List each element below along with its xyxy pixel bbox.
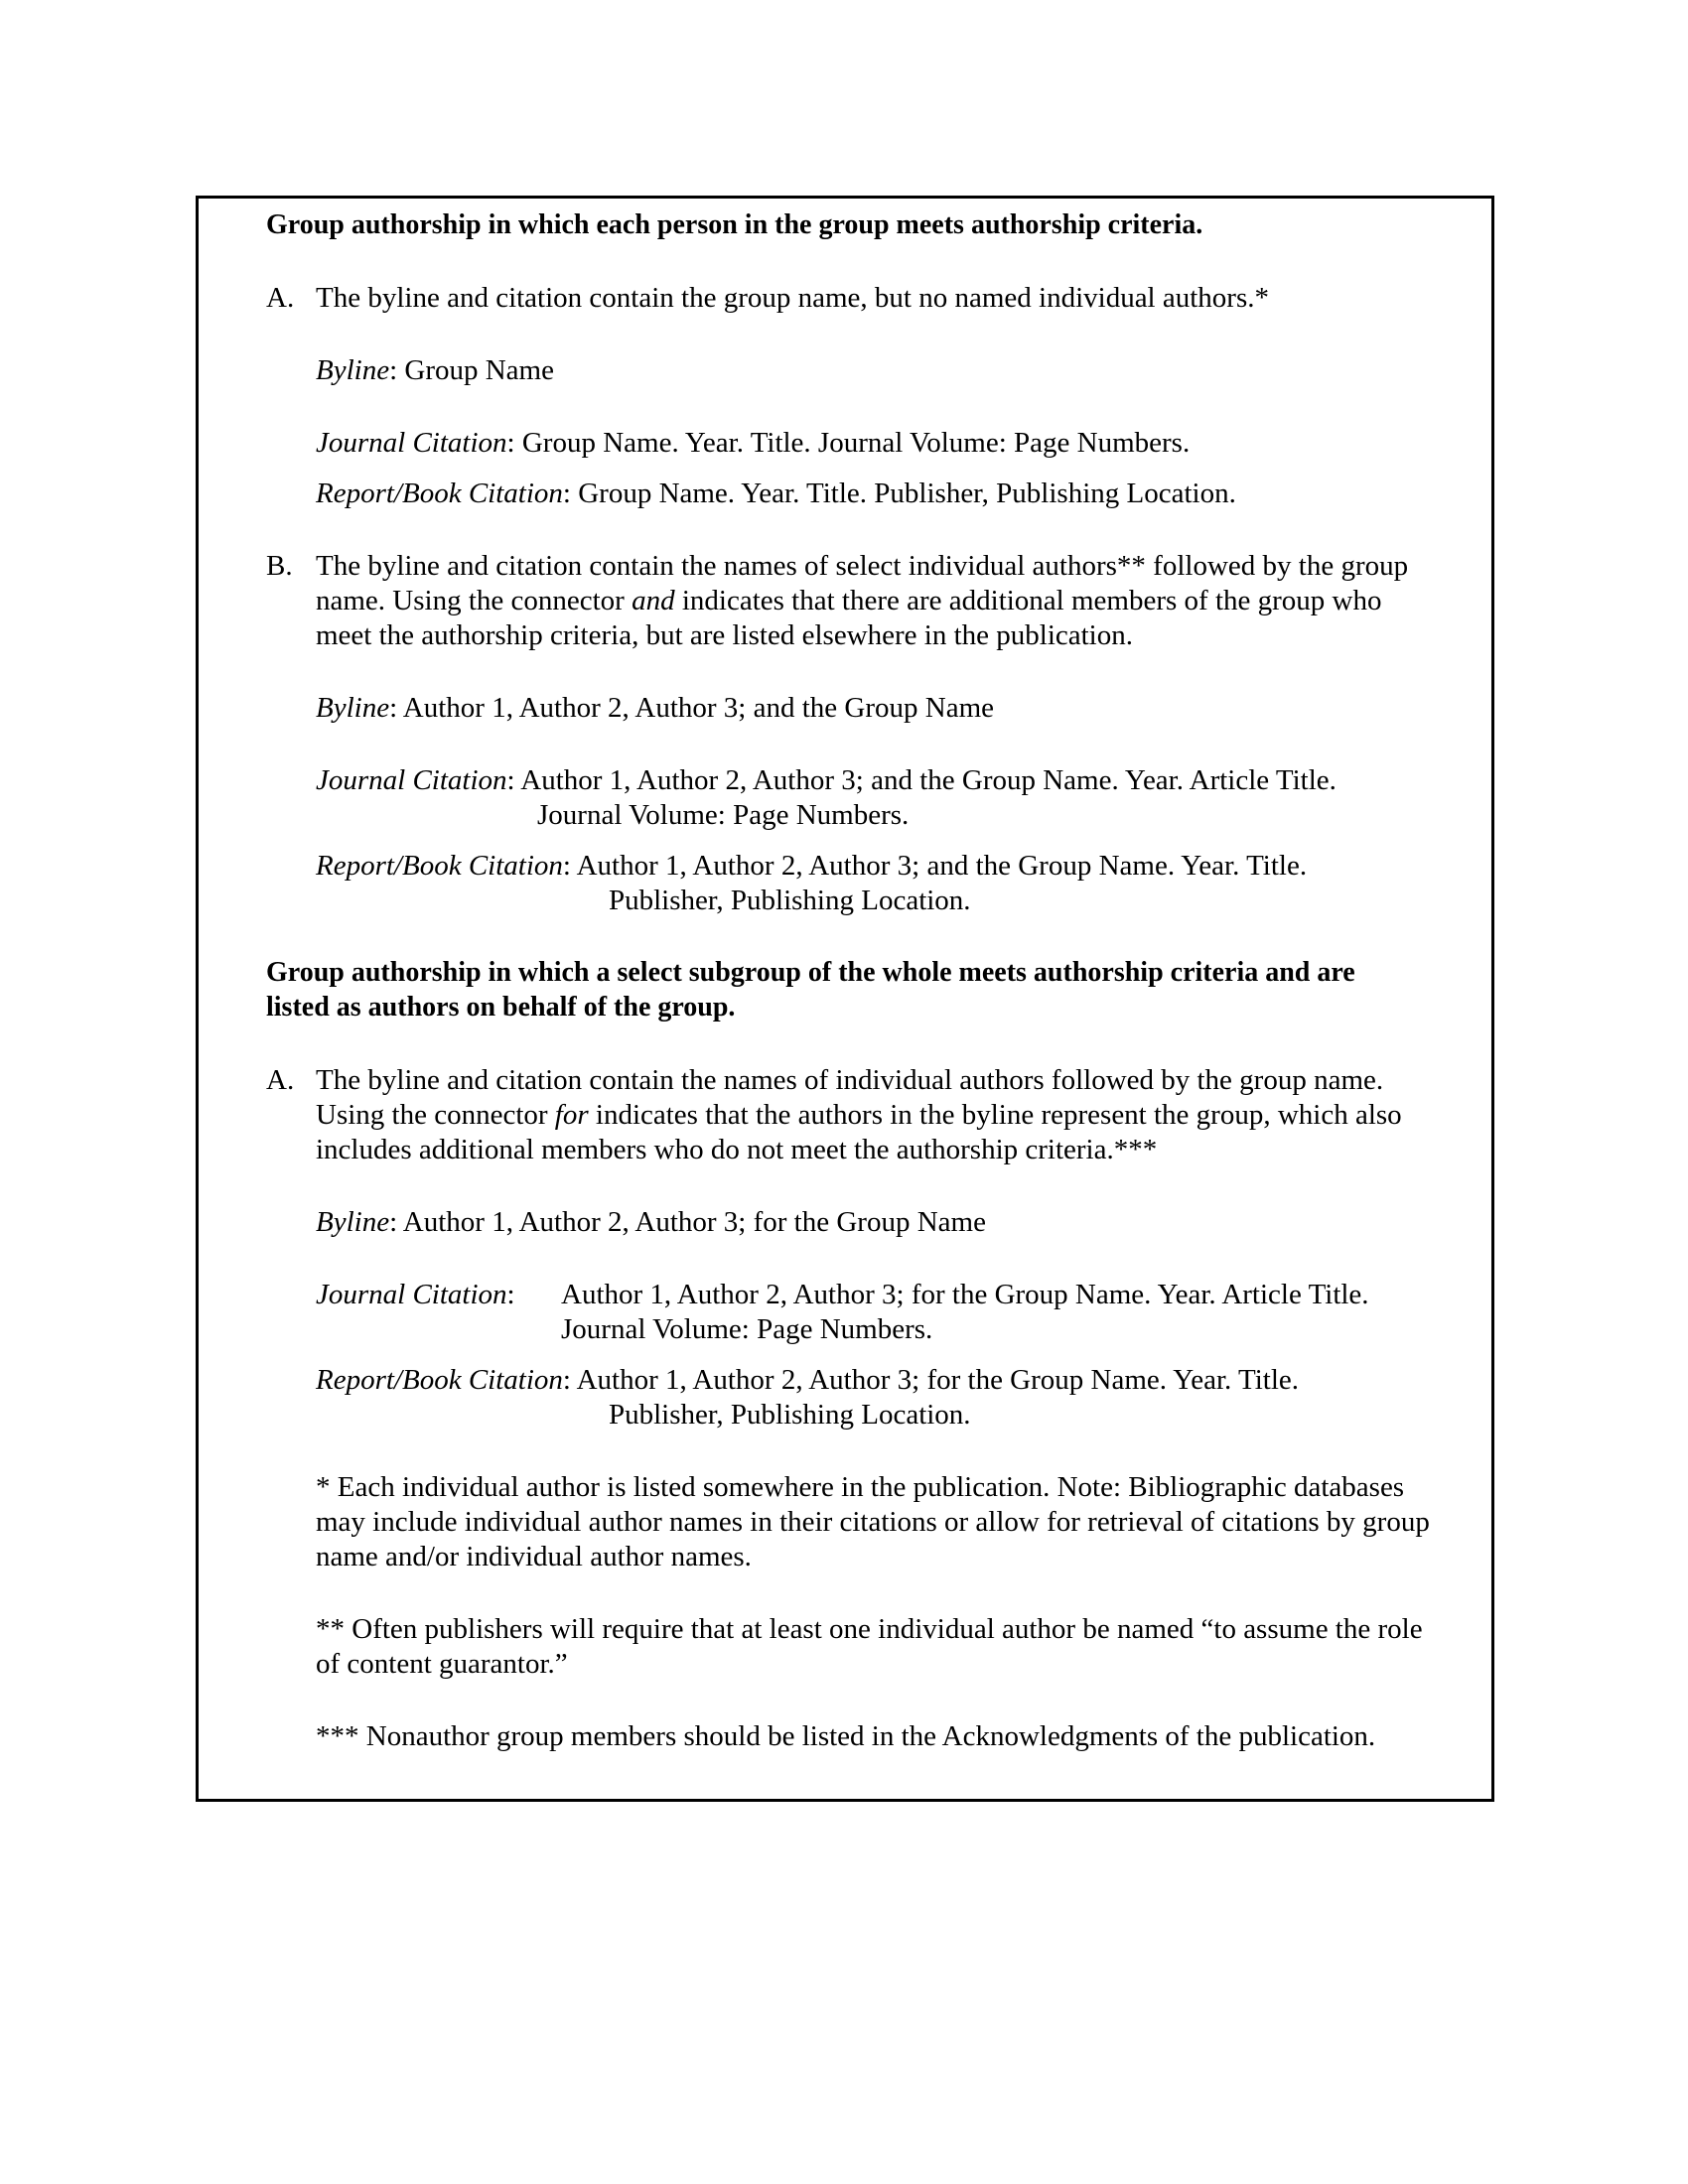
section2-item-a-journal-citation-line1: Author 1, Author 2, Author 3; for the Group Name. Year. Article Title.	[561, 1279, 1369, 1310]
section2-item-a-report-citation-line2: Publisher, Publishing Location.	[609, 1399, 971, 1431]
journal-citation-value: : Group Name. Year. Title. Journal Volume: Page Numbers.	[506, 427, 1191, 459]
byline-value: : Author 1, Author 2, Author 3; for the Group Name	[389, 1206, 986, 1238]
connector-and: and	[632, 585, 675, 616]
report-citation-line1: : Author 1, Author 2, Author 3; and the Group Name. Year. Title.	[562, 850, 1308, 882]
section2-item-a-byline	[316, 1208, 986, 1237]
section2-item-a-journal-citation-label	[316, 1281, 515, 1309]
section2-item-a-report-citation	[316, 1366, 1299, 1395]
section1-item-b-report-citation	[316, 852, 1307, 881]
connector-for: for	[554, 1099, 589, 1131]
section1-item-b-report-citation-line2: Publisher, Publishing Location.	[609, 885, 971, 916]
journal-citation-label: Journal Citation	[316, 764, 507, 796]
section1-item-b-line3: meet the authorship criteria, but are listed elsewhere in the publication.	[316, 619, 1133, 651]
report-citation-value: : Group Name. Year. Title. Publisher, Publishing Location.	[562, 478, 1236, 509]
section2-item-a-journal-citation-line2: Journal Volume: Page Numbers.	[561, 1313, 933, 1345]
byline-label: Byline	[316, 354, 390, 386]
section1-item-b-line2	[316, 587, 1381, 615]
footnote-2-line2: of content guarantor.”	[316, 1648, 568, 1680]
section2-item-a-letter: A.	[266, 1064, 295, 1096]
section2-item-a-line1: The byline and citation contain the names of individual authors followed by the group name.	[316, 1064, 1384, 1096]
line2-post: indicates that the authors in the byline represent the group, which also	[588, 1099, 1402, 1131]
line2-pre: name. Using the connector	[316, 585, 633, 616]
report-citation-label: Report/Book Citation	[316, 478, 563, 509]
byline-label: Byline	[316, 1206, 390, 1238]
section1-item-a-journal-citation	[316, 429, 1190, 458]
report-citation-label: Report/Book Citation	[316, 850, 563, 882]
footnote-3: *** Nonauthor group members should be listed in the Acknowledgments of the publication.	[316, 1720, 1376, 1752]
byline-value: : Group Name	[389, 354, 554, 386]
section1-item-a-report-citation	[316, 479, 1236, 508]
section2-item-a-line3: includes additional members who do not meet the authorship criteria.***	[316, 1134, 1158, 1165]
section1-item-b-byline	[316, 694, 994, 723]
section1-item-a-byline	[316, 356, 554, 385]
section1-heading: Group authorship in which each person in the group meets authorship criteria.	[266, 209, 1203, 240]
byline-label: Byline	[316, 692, 390, 724]
section2-heading-line2: listed as authors on behalf of the group.	[266, 992, 736, 1023]
section2-item-a-line2	[316, 1101, 1402, 1130]
report-citation-label: Report/Book Citation	[316, 1364, 563, 1396]
footnote-1-line2: may include individual author names in their citations or allow for retrieval of citations by group	[316, 1506, 1430, 1538]
byline-value: : Author 1, Author 2, Author 3; and the Group Name	[389, 692, 995, 724]
footnote-1-line3: name and/or individual author names.	[316, 1541, 752, 1572]
section2-heading-line1: Group authorship in which a select subgroup of the whole meets authorship criteria and are	[266, 957, 1355, 988]
section1-item-a-letter: A.	[266, 282, 295, 314]
journal-citation-line1: : Author 1, Author 2, Author 3; and the Group Name. Year. Article Title.	[506, 764, 1336, 796]
footnote-2-line1: ** Often publishers will require that at least one individual author be named “to assume the role	[316, 1613, 1423, 1645]
journal-citation-label: Journal Citation	[316, 1279, 507, 1310]
section1-item-b-journal-citation	[316, 766, 1336, 795]
footnote-1-line1: * Each individual author is listed somewhere in the publication. Note: Bibliographic databases	[316, 1471, 1405, 1503]
line2-pre: Using the connector	[316, 1099, 555, 1131]
section1-item-b-line1: The byline and citation contain the names of select individual authors** followed by the group	[316, 550, 1409, 582]
journal-citation-colon: :	[506, 1279, 515, 1310]
section1-item-b-journal-citation-line2: Journal Volume: Page Numbers.	[537, 799, 910, 831]
line2-post: indicates that there are additional members of the group who	[674, 585, 1382, 616]
section1-item-b-letter: B.	[266, 550, 293, 582]
journal-citation-label: Journal Citation	[316, 427, 507, 459]
section1-item-a-text: The byline and citation contain the group name, but no named individual authors.*	[316, 282, 1269, 314]
report-citation-line1: : Author 1, Author 2, Author 3; for the Group Name. Year. Title.	[562, 1364, 1300, 1396]
